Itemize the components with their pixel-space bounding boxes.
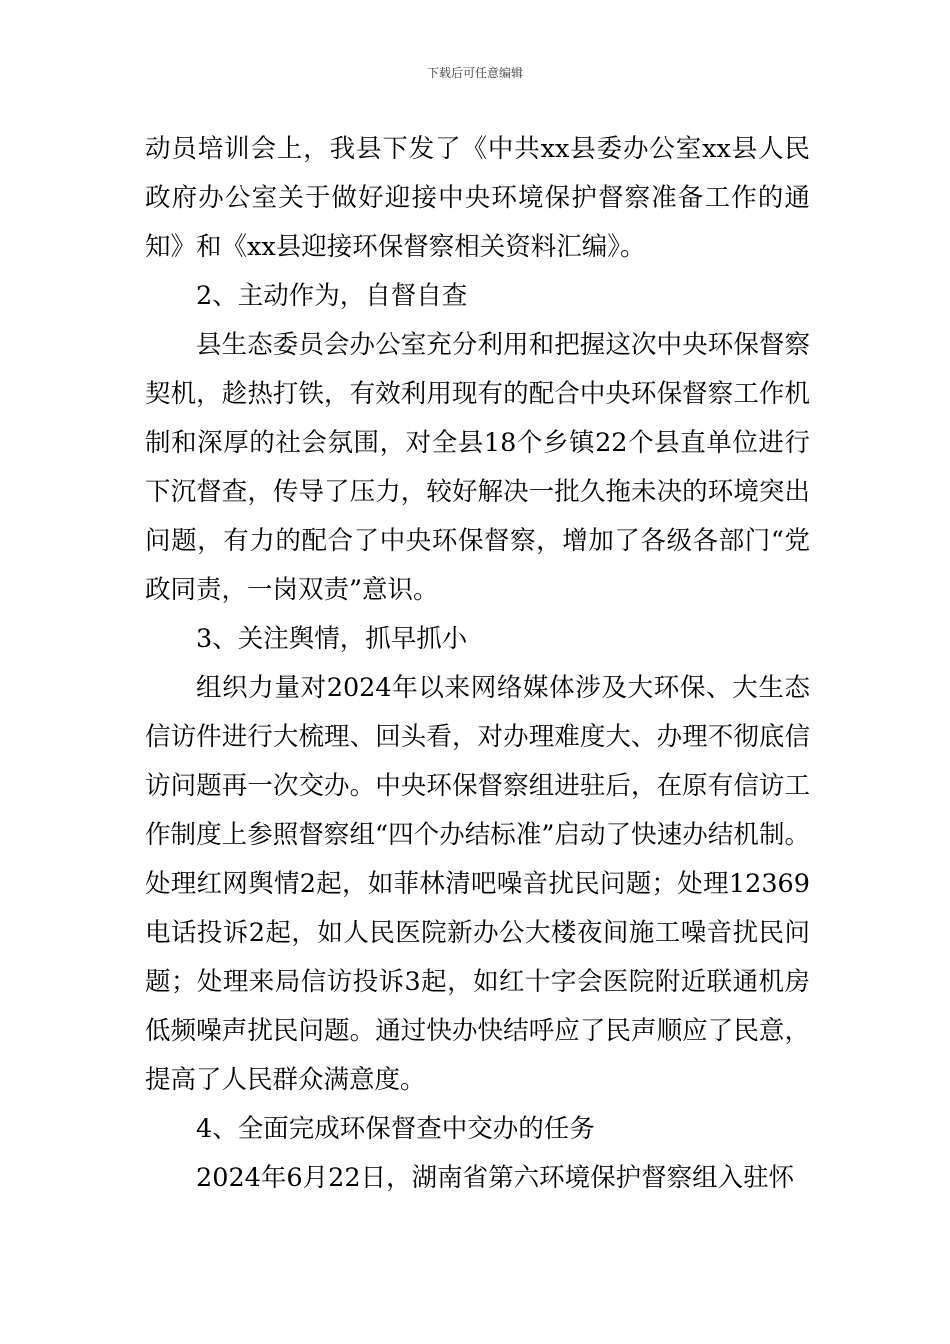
- paragraph-continuation: 动员培训会上，我县下发了《中共xx县委办公室xx县人民政府办公室关于做好迎接中央环境保护督察准备工作的通知》和《xx县迎接环保督察相关资料汇编》。: [145, 134, 810, 262]
- paragraph-inspection-tasks: 2024年6月22日，湖南省第六环境保护督察组入驻怀: [196, 1163, 795, 1193]
- page-header-caption: 下载后可任意编辑: [426, 66, 523, 80]
- section-heading-4: 4、全面完成环保督查中交办的任务: [196, 1114, 595, 1144]
- paragraph-public-opinion: 组织力量对2024年以来网络媒体涉及大环保、大生态信访件进行大梳理、回头看，对办理难度大、办理不彻底信访问题再一次交办。中央环保督察组进驻后，在原有信访工作制度上参照督察组“四个办结标准”启动了快速办结机制。处理红网舆情2起，如菲林清吧噪音扰民问题；处理12369电话投诉2起，如人民医院新办公大楼夜间施工噪音扰民问题；处理来局信访投诉3起，如红十字会医院附近联通机房低频噪声扰民问题。通过快办快结呼应了民声顺应了民意，提高了人民群众满意度。: [145, 673, 810, 1095]
- section-heading-3: 3、关注舆情，抓早抓小: [196, 624, 468, 654]
- section-heading-2: 2、主动作为，自督自查: [196, 281, 468, 311]
- paragraph-self-inspection: 县生态委员会办公室充分利用和把握这次中央环保督察契机，趁热打铁，有效利用现有的配合中央环保督察工作机制和深厚的社会氛围，对全县18个乡镇22个县直单位进行下沉督查，传导了压力，较好解决一批久拖未决的环境突出问题，有力的配合了中央环保督察，增加了各级各部门“党政同责，一岗双责”意识。: [145, 330, 810, 605]
- document-body: [145, 125, 810, 1203]
